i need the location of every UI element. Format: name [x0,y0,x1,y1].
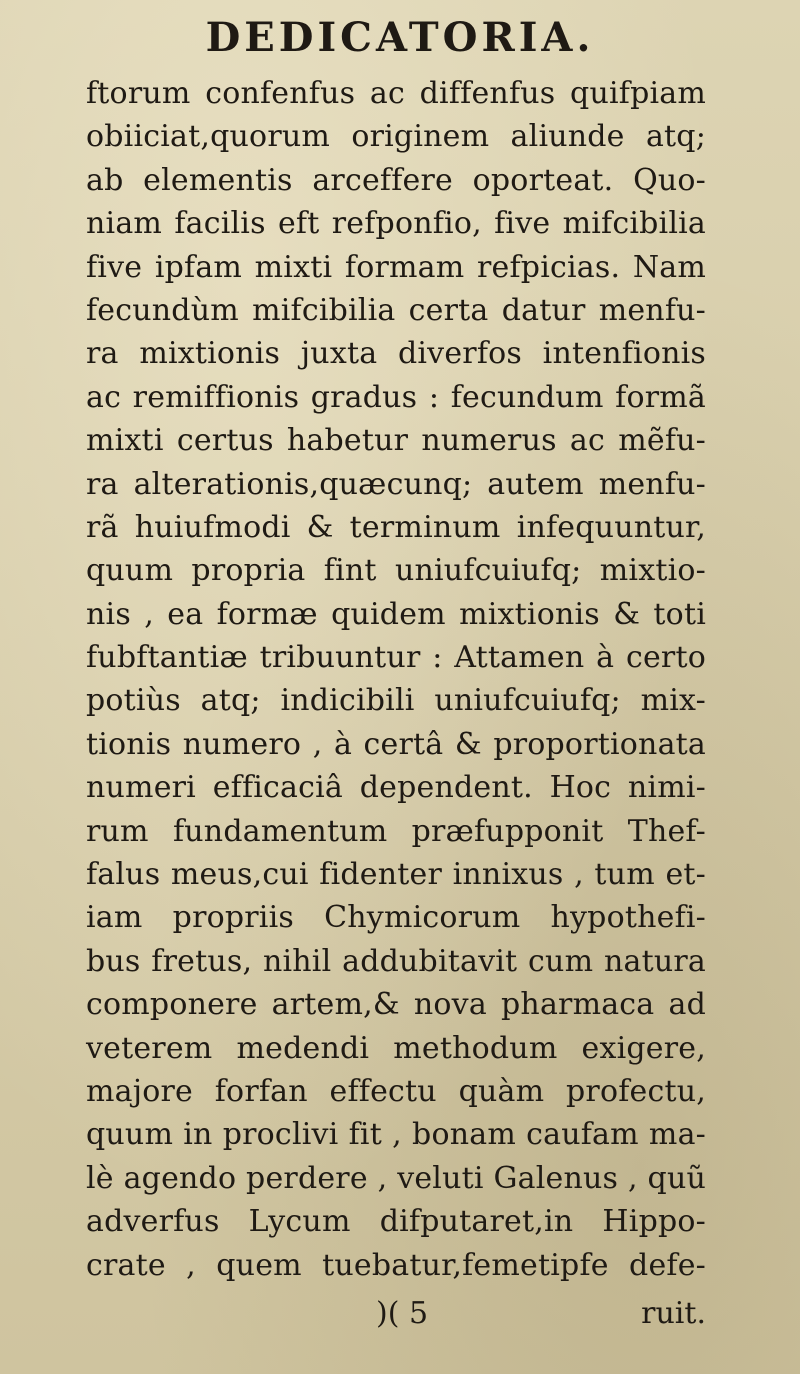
text-line: ac remiffionis gradus : fecundum formã [86,379,706,415]
text-line: obiiciat,quorum originem aliunde atq; [86,119,706,155]
text-line: falus meus,cui fidenter innixus , tum et- [86,857,706,893]
text-line: five ipfam mixti formam refpicias. Nam [86,249,706,285]
running-head: DEDICATORIA. [205,14,595,61]
text-line: niam facilis eft refponfio, five mifcibilia [86,206,706,242]
text-line: adverfus Lycum difputaret,in Hippo- [86,1204,706,1240]
text-line: quum propria fint uniufcuiufq; mixtio- [86,553,706,589]
signature-mark: )( 5 [376,1296,429,1331]
text-line: tionis numero , à certâ & proportionata [86,726,706,762]
text-line: ab elementis arceffere oporteat. Quo- [86,162,706,198]
catchword: ruit. [641,1296,706,1331]
body-text [86,72,706,1287]
page-footer [86,1292,706,1336]
text-line: nis , ea formæ quidem mixtionis & toti [86,596,706,632]
text-line: quum in proclivi fit , bonam caufam ma- [86,1117,706,1153]
text-line: fecundùm mifcibilia certa datur menfu- [86,292,706,328]
text-line: ra alterationis,quæcunq; autem menfu- [86,466,706,502]
text-line: iam propriis Chymicorum hypothefi- [86,900,706,936]
text-line: ftorum confenfus ac diffenfus quifpiam [86,76,706,111]
text-line: rum fundamentum præfupponit Thef- [86,813,706,849]
text-line: veterem medendi methodum exigere, [86,1030,706,1066]
text-line: bus fretus, nihil addubitavit cum natura [86,943,706,979]
text-line: rã huiufmodi & terminum infequuntur, [86,509,706,545]
text-line: lè agendo perdere , veluti Galenus , quũ [86,1160,706,1196]
text-line: ra mixtionis juxta diverfos intenfionis [86,336,706,372]
text-line: potiùs atq; indicibili uniufcuiufq; mix- [86,683,706,719]
text-line: crate , quem tuebatur,femetipfe defe- [86,1247,706,1283]
text-line: majore forfan effectu quàm profectu, [86,1073,706,1109]
text-line: mixti certus habetur numerus ac mẽfu- [86,423,706,459]
text-line: numeri efficaciâ dependent. Hoc nimi- [86,770,706,806]
text-line: fubftantiæ tribuuntur : Attamen à certo [86,640,706,676]
text-line: componere artem,& nova pharmaca ad [86,987,706,1023]
